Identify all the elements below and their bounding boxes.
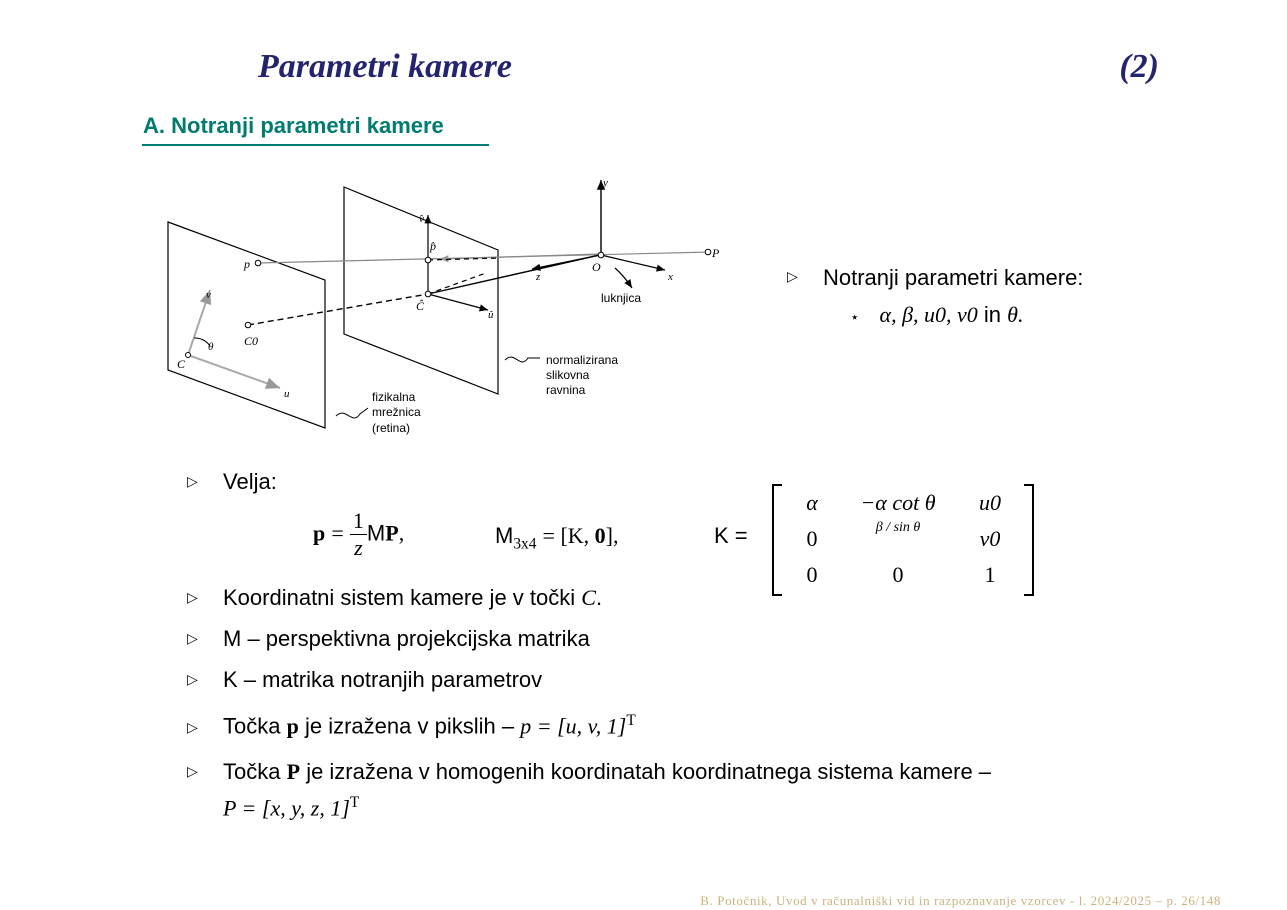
tocka-p-var: p	[286, 713, 299, 739]
x-axis	[601, 255, 665, 270]
equation-projection	[313, 508, 404, 561]
matrix-cell: α	[806, 490, 818, 515]
fig-label-v: v	[206, 289, 211, 301]
section-heading: A. Notranji parametri kamere	[143, 113, 444, 138]
param-theta: θ.	[1007, 302, 1024, 327]
fig-label-normalizirana-1: normalizirana	[546, 353, 619, 367]
tocka-P-sup: T	[349, 794, 360, 811]
fig-label-fizikalna-3: (retina)	[372, 421, 411, 435]
eq-M-end: ],	[605, 523, 619, 548]
fig-label-C0: C0	[244, 334, 259, 348]
fig-label-y: y	[603, 177, 608, 189]
tocka-p-text: je izražena v pikslih –	[304, 713, 515, 739]
tocka-P-text: je izražena v homogenih koordinatah koordinatnega sistema kamere –	[306, 759, 992, 784]
fig-label-C-hat: Ĉ	[416, 299, 425, 313]
matrix-bracket-left	[772, 484, 782, 596]
fig-label-x: x	[668, 271, 673, 283]
fig-label-p-hat: p̂	[430, 239, 436, 253]
bullet-tocka-P-eq	[223, 794, 359, 821]
bullet-tocka-p	[223, 712, 636, 739]
fig-label-p: p	[244, 257, 250, 271]
matrix-cell: u0	[979, 490, 1001, 515]
matrix-cell: 0	[806, 526, 818, 551]
slide-title: Parametri kamere	[258, 48, 513, 85]
right-info-bullet: Notranji parametri kamere:	[823, 265, 1084, 290]
fig-label-normalizirana-3: ravnina	[546, 383, 586, 397]
bullet-tocka-P	[223, 759, 991, 785]
bullet-triangle-icon: ▷	[187, 764, 198, 780]
slide-number: (2)	[1119, 48, 1159, 85]
fig-label-u-hat: û	[488, 309, 494, 321]
matrix-cell: −α cot θ	[860, 490, 936, 515]
equation-M3x4	[495, 523, 619, 553]
fig-label-O: O	[592, 260, 601, 274]
koord-var: C	[581, 585, 596, 610]
bullet-triangle-icon: ▷	[187, 672, 198, 688]
tocka-p-sup: T	[626, 712, 636, 729]
fig-label-normalizirana-2: slikovna	[546, 368, 590, 382]
eq-M: M	[366, 520, 386, 546]
eq-p: p	[313, 520, 326, 546]
matrix-K	[772, 484, 1034, 594]
eq-P: P	[385, 520, 399, 546]
fig-label-C: C	[177, 357, 186, 371]
star-icon: ⋆	[850, 309, 860, 326]
eq-fraction	[350, 508, 367, 561]
bullet-M: M – perspektivna projekcijska matrika	[223, 626, 590, 651]
tocka-P-var: P	[286, 759, 301, 784]
bullet-koordinatni	[223, 585, 602, 611]
param-list: α, β, u0, v0	[879, 302, 978, 327]
bullet-triangle-icon: ▷	[187, 590, 198, 606]
eq-M-label: M	[495, 523, 514, 548]
eq-M-sub: 3x4	[513, 535, 537, 553]
eq-comma: ,	[398, 520, 405, 546]
koord-end: .	[595, 585, 603, 610]
bullet-velja: Velja:	[223, 469, 277, 494]
tocka-p-eq: p = [u, v, 1]	[520, 713, 627, 739]
param-in: in	[983, 302, 1002, 327]
matrix-cell: 1	[984, 562, 996, 587]
matrix-cell: 0	[806, 562, 818, 587]
fig-label-z: z	[536, 271, 541, 283]
bullet-K: K – matrika notranjih parametrov	[223, 667, 543, 692]
fig-label-theta: θ	[208, 341, 214, 353]
tocka-P-eq: P = [x, y, z, 1]	[223, 795, 350, 821]
tocka-p-prefix: Točka	[223, 713, 281, 739]
section-underline	[142, 144, 489, 146]
fig-label-v-hat: v̂	[419, 213, 424, 225]
koord-text: Koordinatni sistem kamere je v točki	[223, 585, 576, 610]
matrix-bracket-right	[1024, 484, 1034, 596]
fig-label-P: P	[712, 246, 720, 260]
eq-zero: 0	[594, 523, 606, 548]
eq-M-rhs: = [K,	[542, 523, 595, 548]
fig-label-fizikalna-1: fizikalna	[372, 390, 416, 404]
bullet-triangle-icon: ▷	[787, 269, 798, 285]
equation-K-label: K =	[714, 523, 748, 548]
fig-label-u: u	[284, 388, 290, 400]
bullet-triangle-icon: ▷	[187, 720, 198, 736]
eq-equals: =	[331, 520, 344, 546]
eq-frac-num: 1	[350, 508, 367, 535]
footer: B. Potočnik, Uvod v računalniški vid in razpoznavanje vzorcev - l. 2024/2025 – p. 26/148	[700, 893, 1221, 908]
right-info-sub-bullet	[850, 302, 1023, 328]
tocka-P-prefix: Točka	[223, 759, 281, 784]
matrix-cell: v0	[979, 526, 1001, 551]
eq-frac-den: z	[354, 535, 363, 560]
matrix-cell: 0	[892, 562, 904, 587]
optical-axis	[248, 294, 428, 325]
fig-label-luknjica: luknjica	[601, 291, 642, 305]
bullet-triangle-icon: ▷	[187, 474, 198, 490]
bullet-triangle-icon: ▷	[187, 631, 198, 647]
matrix-cell-fraction: β / sin θ	[875, 520, 921, 535]
camera-model-figure	[160, 170, 730, 445]
fig-label-fizikalna-2: mrežnica	[372, 405, 421, 419]
